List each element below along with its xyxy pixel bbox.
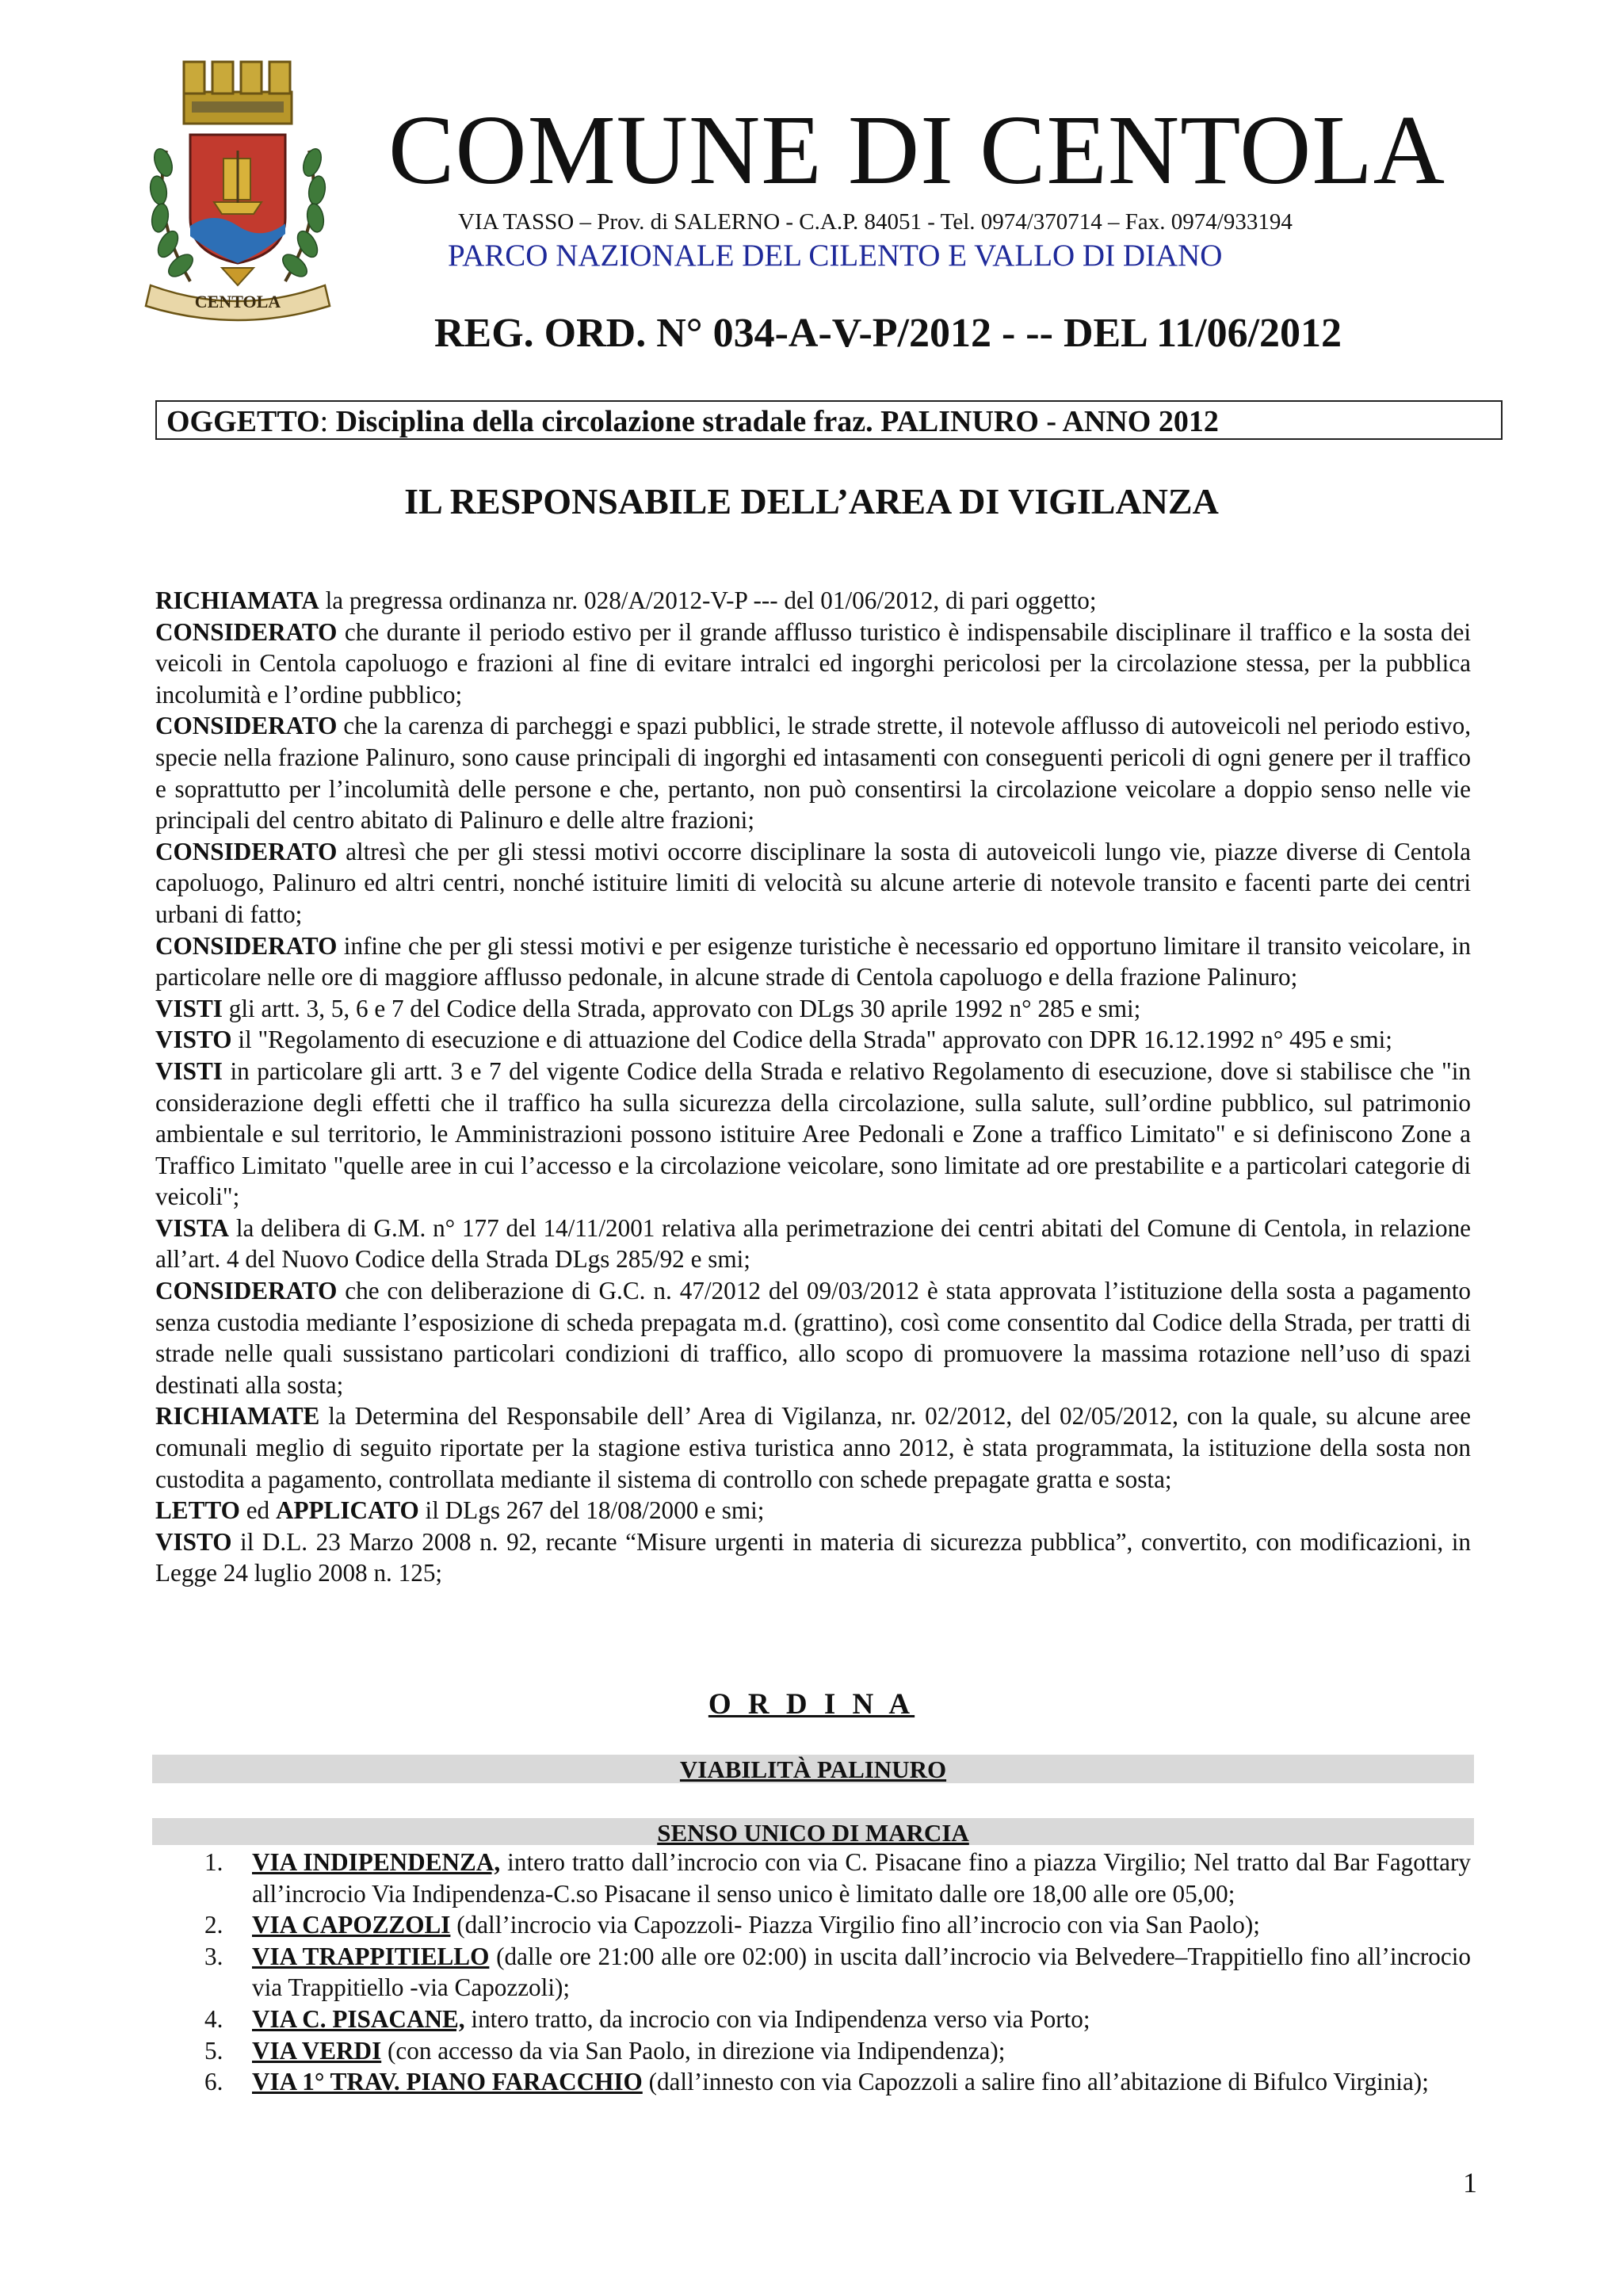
preamble-paragraph [155, 710, 1471, 835]
preamble-paragraph [155, 1024, 1471, 1056]
paragraph-lead: RICHIAMATA [155, 586, 319, 614]
paragraph-lead: CONSIDERATO [155, 837, 338, 865]
list-item-text: intero tratto, da incrocio con via Indipendenza verso via Porto; [464, 2004, 1090, 2033]
paragraph-text: ed [239, 1496, 276, 1525]
subsection-title-band: SENSO UNICO DI MARCIA [152, 1818, 1474, 1845]
paragraph-text: infine che per gli stessi motivi e per esigenze turistiche è necessario ed opportuno limitare il transito veicolare, in particolare nelle ore di maggiore afflusso pedonale, in alcune strade di Centola capoluogo e della frazione Palinuro; [155, 931, 1471, 991]
coat-of-arms-emblem [135, 55, 341, 325]
paragraph-text: la delibera di G.M. n° 177 del 14/11/2001 relativa alla perimetrazione dei centri abitati del Comune di Centola, in relazione all’art. 4 del Nuovo Codice della Strada DLgs 285/92 e smi; [155, 1213, 1471, 1274]
list-item-text: (con accesso da via San Paolo, in direzione via Indipendenza); [381, 2036, 1006, 2065]
paragraph-lead: RICHIAMATE [155, 1402, 320, 1431]
list-item-number: 5. [204, 2036, 223, 2065]
paragraph-lead: VISTO [155, 1026, 232, 1054]
list-item-text: intero tratto dall’incrocio con via C. Pisacane fino a piazza Virgilio; Nel tratto dal Bar Fagottary all’incrocio Via Indipendenza-C.so Pisacane il senso unico è limitato dalle ore 18,00 alle ore 05,00; [252, 1848, 1471, 1908]
preamble-paragraph [155, 1213, 1471, 1275]
list-item [155, 2004, 1471, 2035]
paragraph-text: in particolare gli artt. 3 e 7 del vigente Codice della Strada e relativo Regolamento di esecuzione, dove si stabilisce che "in considerazione degli effetti che il traffico ha sulla sicurezza della circolazione, sulla salute, sull’ordine pubblico, sul patrimonio ambientale e sul territorio, le Amministrazioni possono istituire Aree Pedonali e Zone a traffico Limitato" e si definiscono Zone a Traffico Limitato "quelle aree in cui l’accesso e la circolazione veicolare, sono limitate ad ore prestabilite e a particolari categorie di veicoli"; [155, 1056, 1471, 1211]
page-number: 1 [1463, 2167, 1477, 2199]
street-name: VIA C. PISACANE, [252, 2004, 465, 2033]
paragraph-lead: LETTO [155, 1496, 240, 1525]
list-item-text: (dalle ore 21:00 alle ore 02:00) in uscita dall’incrocio via Belvedere–Trappitiello fino all’incrocio via Trappitiello -via Capozzoli); [252, 1942, 1471, 2002]
preamble-paragraph [155, 585, 1471, 617]
list-item-number: 1. [204, 1848, 223, 1876]
list-item-number: 3. [204, 1942, 223, 1970]
paragraph-text: la Determina del Responsabile dell’ Area di Vigilanza, nr. 02/2012, del 02/05/2012, con la quale, su alcune aree comunali meglio di seguito riportate per la stagione estiva turistica anno 2012, è stata programmata, la istituzione della sosta non custodita a pagamento, controllata mediante il sistema di controllo con schede prepagate gratta e sosta; [155, 1402, 1471, 1493]
paragraph-text: gli artt. 3, 5, 6 e 7 del Codice della Strada, approvato con DLgs 30 aprile 1992 n° 285 e smi; [222, 994, 1141, 1022]
street-name: VIA INDIPENDENZA, [252, 1848, 501, 1876]
paragraph-lead: CONSIDERATO [155, 931, 338, 960]
paragraph-text: il DLgs 267 del 18/08/2000 e smi; [418, 1496, 765, 1525]
preamble-paragraph [155, 930, 1471, 993]
paragraph-text: che la carenza di parcheggi e spazi pubblici, le strade strette, il notevole afflusso di autoveicoli nel periodo estivo, specie nella frazione Palinuro, sono cause principali di ingorghi ed intasamenti con conseguenti pericoli di ogni genere per il traffico e soprattutto per l’incolumità delle persone e che, pertanto, non può consentirsi la circolazione veicolare a doppio senso nelle vie principali del centro abitato di Palinuro e delle altre frazioni; [155, 712, 1471, 835]
preamble-body [155, 585, 1471, 1589]
paragraph-lead: VISTO [155, 1527, 232, 1556]
preamble-paragraph [155, 1495, 1471, 1526]
subject-label: OGGETTO [166, 405, 320, 438]
paragraph-lead: APPLICATO [275, 1496, 419, 1525]
municipality-address: VIA TASSO – Prov. di SALERNO - C.A.P. 84051 - Tel. 0974/370714 – Fax. 0974/933194 [458, 209, 1293, 235]
subject-box [155, 400, 1503, 440]
ordinance-registration: REG. ORD. N° 034-A-V-P/2012 - -- DEL 11/06/2012 [434, 311, 1342, 356]
paragraph-text: altresì che per gli stessi motivi occorre disciplinare la sosta di autoveicoli lungo vie, piazze diverse di Centola capoluogo, Palinuro ed altri centri, nonché istituire limiti di velocità su alcune arterie di notevole transito e facenti parte dei centri urbani di fatto; [155, 837, 1471, 928]
street-name: VIA CAPOZZOLI [252, 1911, 451, 1939]
street-name: VIA TRAPPITIELLO [252, 1942, 490, 1970]
subject-text: Disciplina della circolazione stradale fraz. PALINURO - ANNO 2012 [335, 405, 1219, 438]
paragraph-text: il "Regolamento di esecuzione e di attuazione del Codice della Strada" approvato con DPR 16.12.1992 n° 495 e smi; [231, 1026, 1392, 1054]
page-title: COMUNE DI CENTOLA [388, 96, 1446, 205]
paragraph-text: che durante il periodo estivo per il grande afflusso turistico è indispensabile disciplinare il traffico e la sosta dei veicoli in Centola capoluogo e frazioni al fine di evitare intralci ed ingorghi pericolosi per la circolazione stessa, per la pubblica incolumità e l’ordine pubblico; [155, 617, 1471, 709]
list-item [155, 1909, 1471, 1941]
preamble-paragraph [155, 1275, 1471, 1400]
paragraph-text: il D.L. 23 Marzo 2008 n. 92, recante “Misure urgenti in materia di sicurezza pubblica”, convertito, con modificazioni, in Legge 24 luglio 2008 n. 125; [155, 1527, 1471, 1587]
section-heading: IL RESPONSABILE DELL’AREA DI VIGILANZA [404, 481, 1219, 521]
list-item-text: (dall’innesto con via Capozzoli a salire fino all’abitazione di Bifulco Virginia); [642, 2068, 1429, 2096]
preamble-paragraph [155, 836, 1471, 930]
preamble-paragraph [155, 1056, 1471, 1213]
street-name: VIA 1° TRAV. PIANO FARACCHIO [252, 2068, 643, 2096]
list-item [155, 1941, 1471, 2004]
subject-colon: : [319, 405, 336, 438]
list-item [155, 2035, 1471, 2067]
street-name: VIA VERDI [252, 2036, 382, 2065]
ordina-heading: O R D I N A [708, 1688, 915, 1721]
preamble-paragraph [155, 993, 1471, 1025]
list-item-number: 6. [204, 2068, 223, 2096]
emblem-label: CENTOLA [194, 292, 281, 311]
paragraph-lead: CONSIDERATO [155, 617, 338, 646]
one-way-streets-list [155, 1847, 1471, 2098]
list-item-number: 2. [204, 1911, 223, 1939]
paragraph-lead: VISTA [155, 1213, 230, 1242]
crown-icon [184, 62, 292, 124]
preamble-paragraph [155, 1400, 1471, 1495]
paragraph-lead: VISTI [155, 1056, 223, 1085]
paragraph-lead: CONSIDERATO [155, 712, 338, 740]
paragraph-lead: CONSIDERATO [155, 1277, 338, 1305]
section-title-band: VIABILITÀ PALINURO [152, 1755, 1474, 1783]
list-item-text: (dall’incrocio via Capozzoli- Piazza Virgilio fino all’incrocio con via San Paolo); [450, 1911, 1260, 1939]
list-item-number: 4. [204, 2004, 223, 2033]
preamble-paragraph [155, 617, 1471, 711]
park-name: PARCO NAZIONALE DEL CILENTO E VALLO DI DIANO [448, 239, 1223, 273]
paragraph-text: la pregressa ordinanza nr. 028/A/2012-V-P --- del 01/06/2012, di pari oggetto; [319, 586, 1097, 614]
paragraph-lead: VISTI [155, 994, 223, 1022]
shield-icon [190, 135, 285, 263]
list-item [155, 1847, 1471, 1909]
list-item [155, 2066, 1471, 2098]
paragraph-text: che con deliberazione di G.C. n. 47/2012 del 09/03/2012 è stata approvata l’istituzione della sosta a pagamento senza custodia mediante l’esposizione di scheda prepagata m.d. (grattino), così come consentito dal Codice della Strada, per tratti di strade nelle quali sussistano particolari condizioni di traffico, allo scopo di promuovere la massima rotazione nell’uso di spazi destinati alla sosta; [155, 1277, 1471, 1399]
preamble-paragraph [155, 1526, 1471, 1589]
